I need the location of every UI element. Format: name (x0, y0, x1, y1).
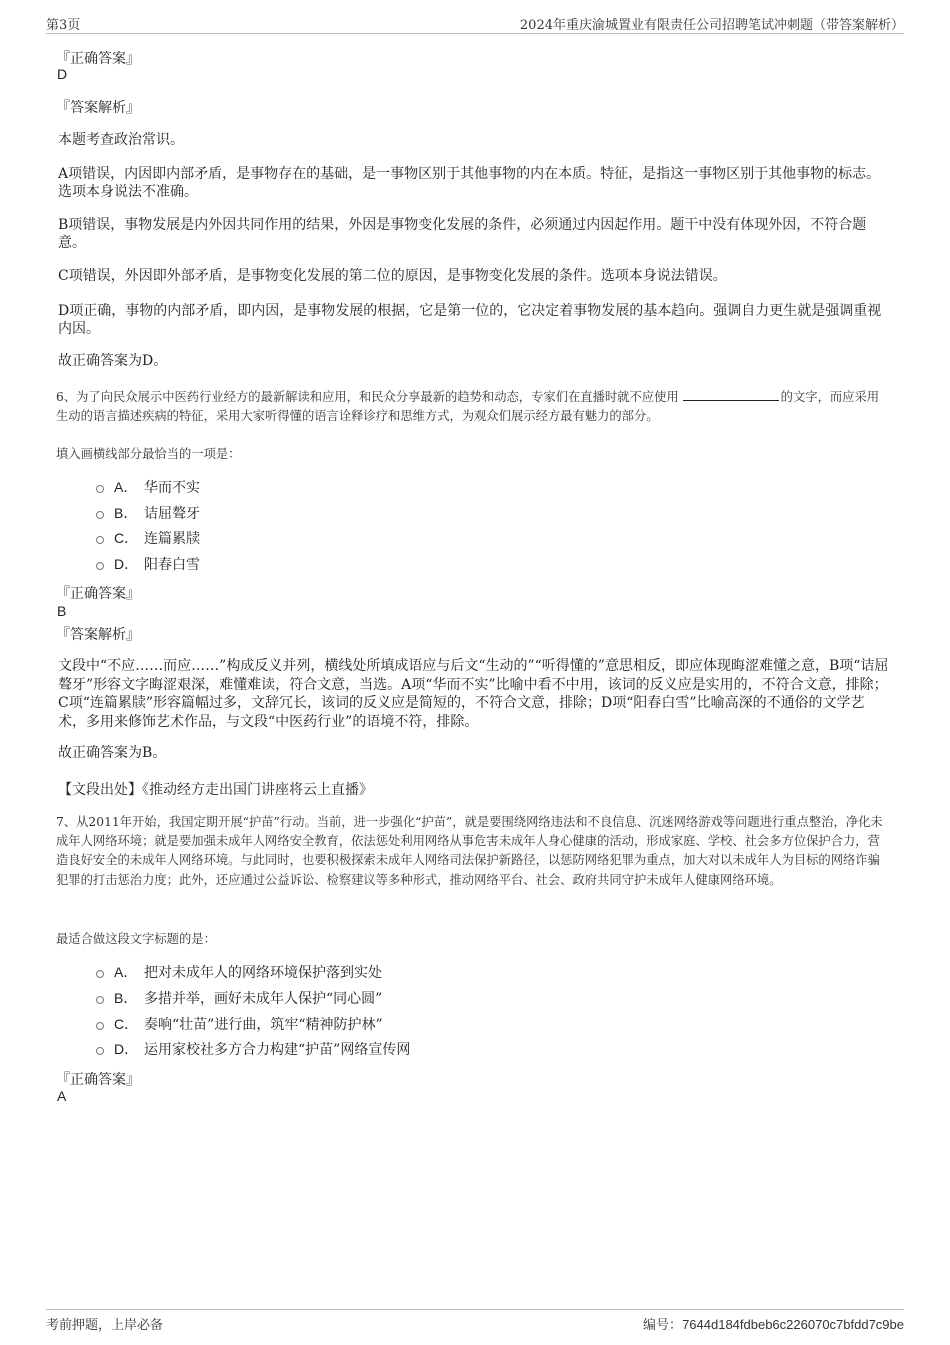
question-6-prompt: 填入画横线部分最恰当的一项是： (56, 447, 241, 461)
question-6-stem: 6、为了向民众展示中医药行业经方的最新解读和应用，和民众分享最新的趋势和动态，专家们在直播时就不应使用 的文字，而应采用生动的语言描述疾病的特征，采用大家听得懂的语言诠释诊疗和思维方式，为观众们展示经方最有魅力的部分。 (56, 390, 880, 424)
document-title: 2024年重庆渝城置业有限责任公司招聘笔试冲刺题（带答案解析） (519, 18, 904, 33)
radio-button[interactable] (96, 996, 104, 1004)
radio-button[interactable] (96, 536, 104, 544)
question-7-prompt: 最适合做这段文字标题的是： (56, 932, 216, 946)
footer-divider (46, 1309, 904, 1310)
answer-label: 『正确答案』 (56, 1072, 140, 1088)
analysis-paragraph: A项错误，内因即内部矛盾，是事物存在的基础，是一事物区别于其他事物的内在本质。特征，是指这一事物区别于其他事物的标志。选项本身说法不准确。 (58, 166, 881, 200)
answer-label: 『正确答案』 (56, 51, 140, 67)
document-code: 编号：7644d184fdbeb6c226070c7bfdd7c9be (643, 1317, 904, 1333)
analysis-paragraph: D项正确，事物的内部矛盾，即内因，是事物发展的根据，它是第一位的，它决定着事物发展的基本趋向。强调自力更生就是强调重视内因。 (58, 303, 882, 337)
option-d[interactable]: D． 阳春白雪 (96, 554, 200, 574)
answer-value: D (57, 66, 68, 82)
analysis-paragraph: C项错误，外因即外部矛盾，是事物变化发展的第二位的原因，是事物变化发展的条件。选项本身说法错误。 (58, 268, 727, 284)
option-c[interactable]: C． 连篇累牍 (96, 528, 200, 548)
option-a[interactable]: A． 把对未成年人的网络环境保护落到实处 (96, 962, 382, 982)
analysis-paragraph: 文段中“不应……而应……”构成反义并列，横线处所填成语应与后文“生动的”“听得懂的”意思相反，即应体现晦涩难懂之意，B项“诘屈聱牙”形容文字晦涩艰深，难懂难读，符合文意，当选。A项“华而不实”比喻中看不中用，该词的反义应是实用的，不符合文意，排除；C项“连篇累牍”形容篇幅过多，文辞冗长，该词的反义应是简短的，不符合文意，排除；D项“阳春白雪”比喻高深的不通俗的文学艺术，多用来修饰艺术作品，与文段“中医药行业”的语境不符，排除。 (58, 658, 889, 730)
radio-button[interactable] (96, 562, 104, 570)
answer-value: A (57, 1088, 67, 1104)
option-d[interactable]: D． 运用家校社多方合力构建“护苗”网络宣传网 (96, 1039, 410, 1059)
question-7-stem: 7、从2011年开始，我国定期开展“护苗”行动。当前，进一步强化“护苗”，就是要围绕网络违法和不良信息、沉迷网络游戏等问题进行重点整治，净化未成年人网络环境；就是要加强未成年人网络安全教育，依法惩处利用网络从事危害未成年人身心健康的活动，形成家庭、学校、社会多方位保护合力，营造良好安全的未成年人网络环境。与此同时，也要积极探索未成年人网络司法保护新路径，以惩防网络犯罪为重点，加大对以未成年人为目标的网络诈骗犯罪的打击惩治力度；此外，还应通过公益诉讼、检察建议等多种形式，推动网络平台、社会、政府共同守护未成年人健康网络环境。 (56, 815, 883, 887)
option-b[interactable]: B． 多措并举，画好未成年人保护“同心圆” (96, 988, 382, 1008)
passage-source: 【文段出处】《推动经方走出国门讲座将云上直播》 (58, 782, 373, 798)
analysis-label: 『答案解析』 (56, 100, 140, 116)
radio-button[interactable] (96, 970, 104, 978)
fill-blank (683, 389, 779, 401)
option-b[interactable]: B． 诘屈聱牙 (96, 503, 200, 523)
page-number: 第3页 (46, 18, 81, 33)
option-a[interactable]: A． 华而不实 (96, 477, 200, 497)
analysis-label: 『答案解析』 (56, 627, 140, 643)
header-divider (46, 33, 904, 34)
radio-button[interactable] (96, 1022, 104, 1030)
radio-button[interactable] (96, 511, 104, 519)
answer-value: B (57, 603, 67, 619)
answer-label: 『正确答案』 (56, 586, 140, 602)
option-c[interactable]: C． 奏响“壮苗”进行曲，筑牢“精神防护林” (96, 1014, 383, 1034)
analysis-paragraph: 本题考查政治常识。 (58, 132, 184, 148)
radio-button[interactable] (96, 485, 104, 493)
analysis-conclusion: 故正确答案为D。 (58, 353, 168, 369)
radio-button[interactable] (96, 1047, 104, 1055)
footer-slogan: 考前押题，上岸必备 (46, 1318, 164, 1333)
analysis-conclusion: 故正确答案为B。 (58, 745, 167, 761)
analysis-paragraph: B项错误，事物发展是内外因共同作用的结果，外因是事物变化发展的条件，必须通过内因起作用。题干中没有体现外因，不符合题意。 (58, 217, 867, 251)
